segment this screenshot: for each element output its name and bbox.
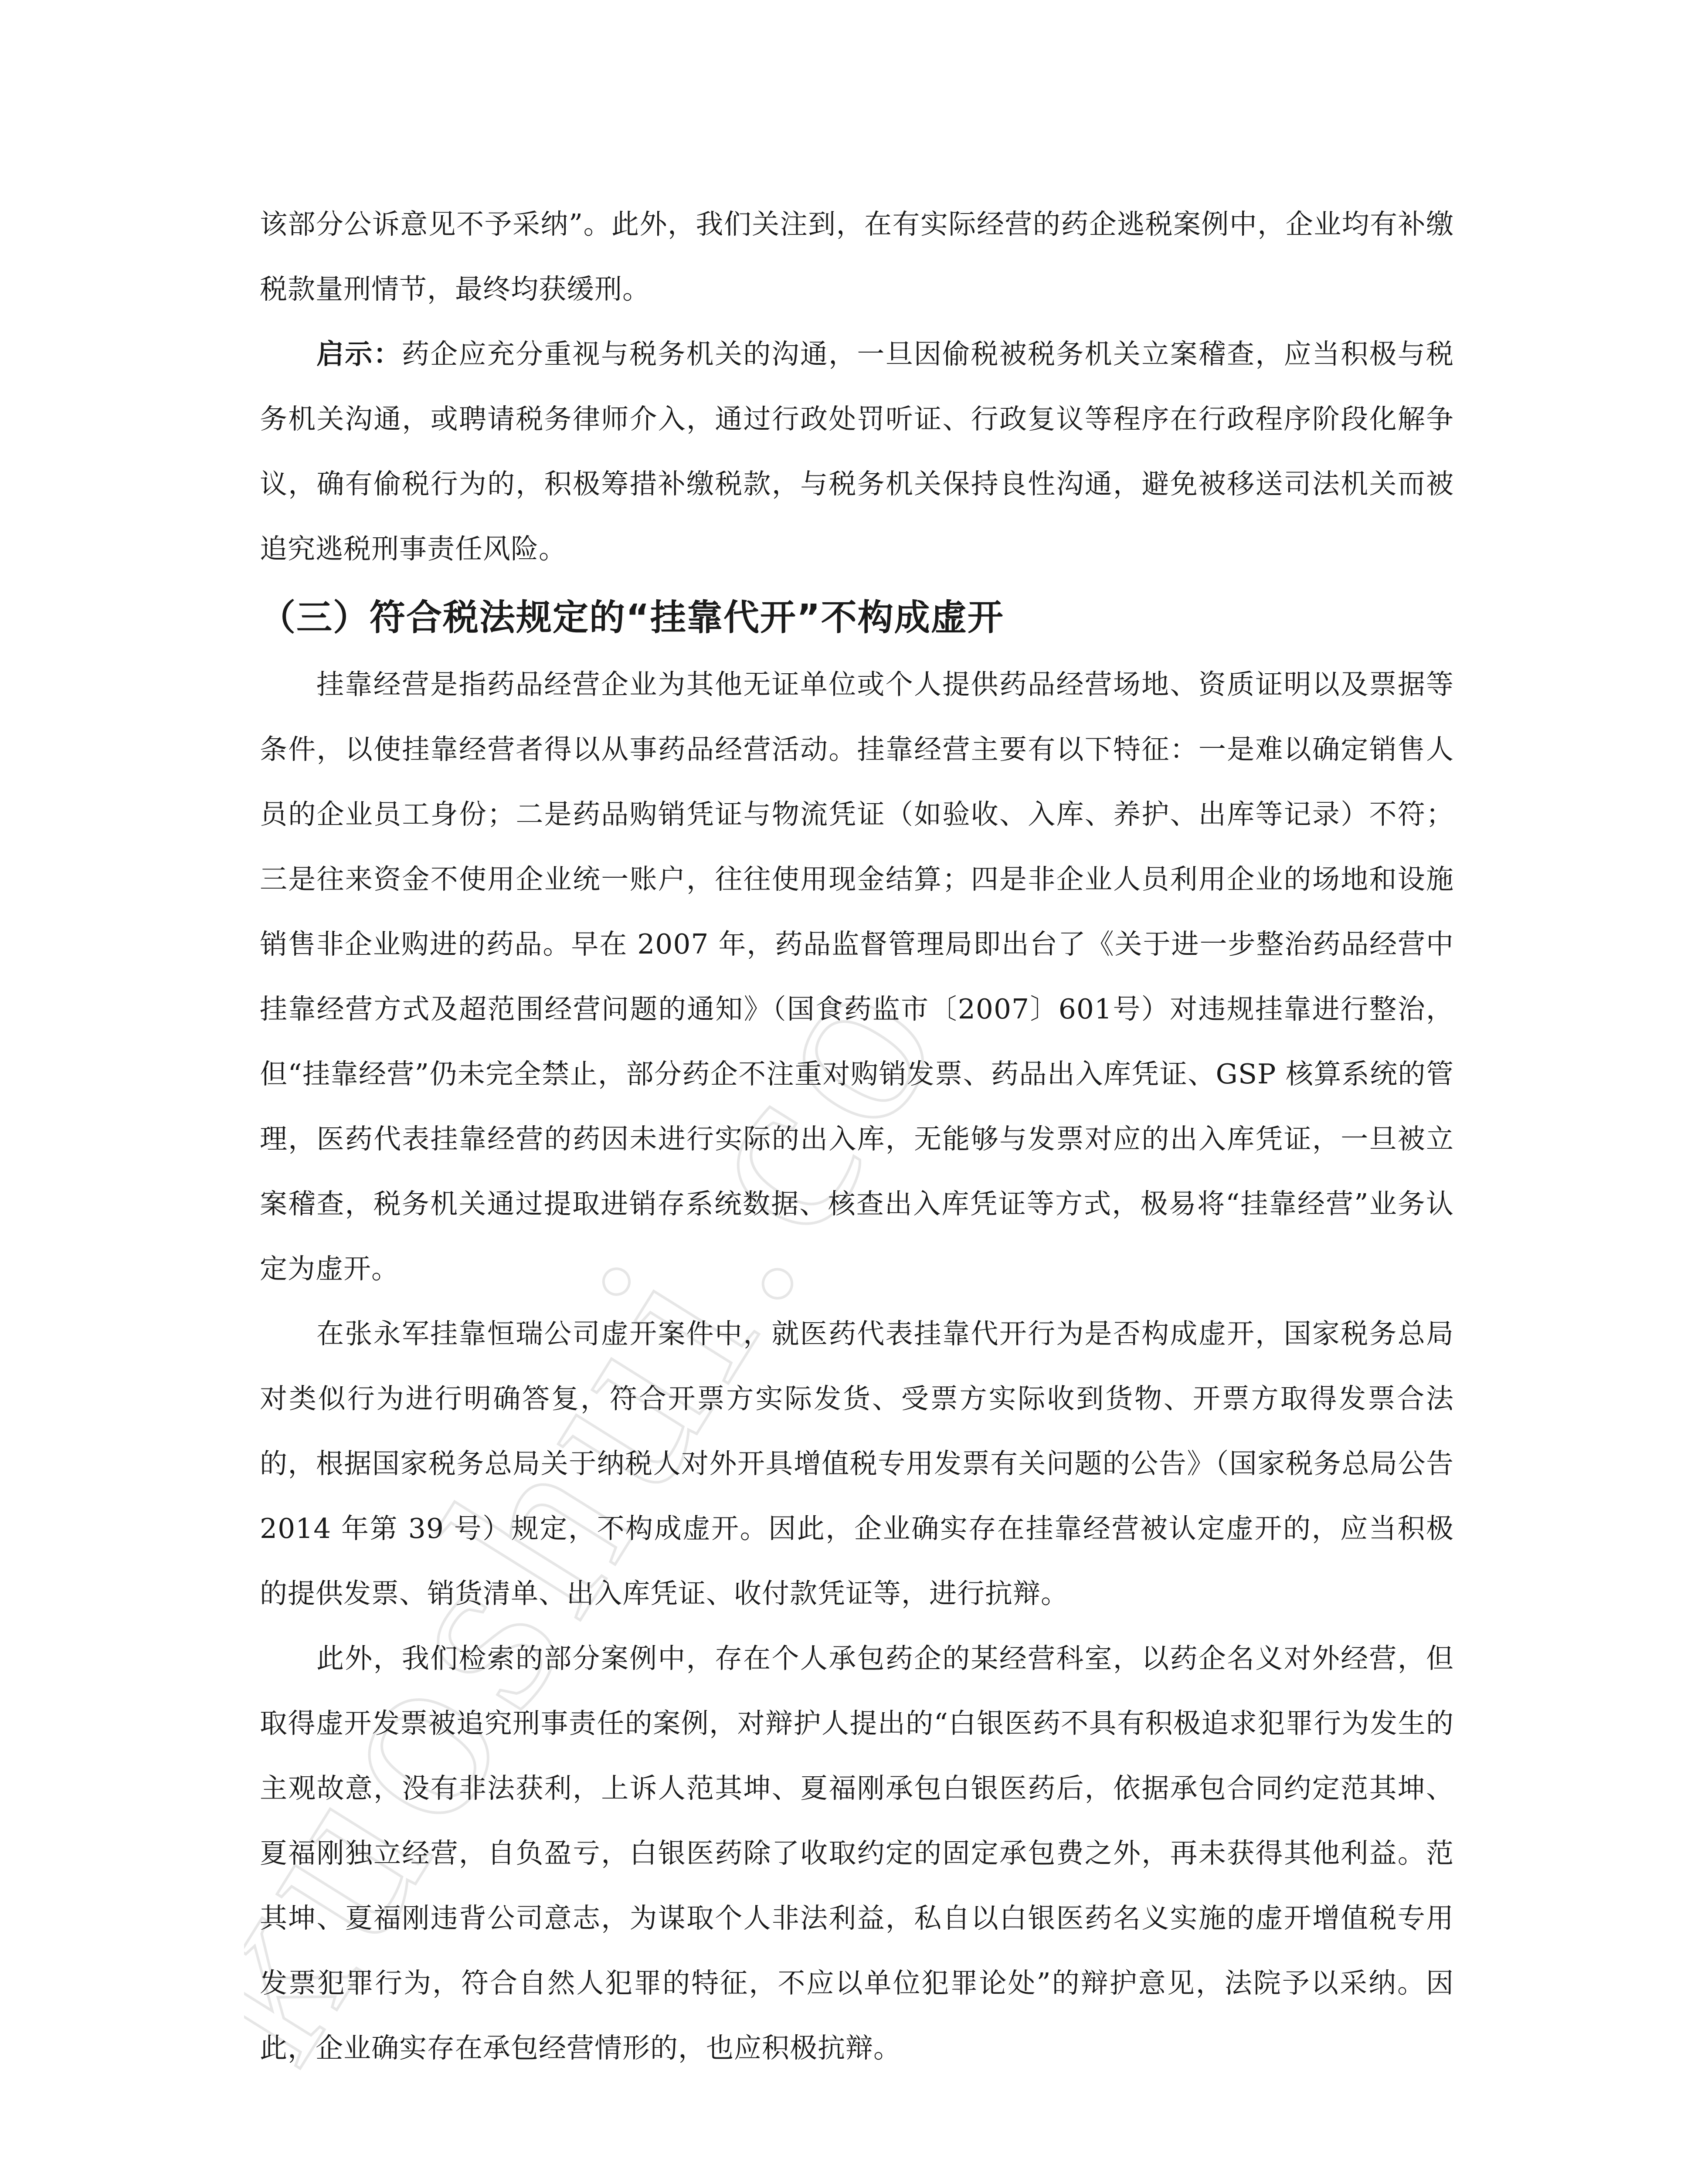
paragraph-insight	[260, 322, 1454, 581]
section-heading: （三）符合税法规定的“挂靠代开”不构成虚开	[260, 597, 1004, 638]
document-body	[260, 192, 1454, 2081]
paragraph-body-1: 挂靠经营是指药品经营企业为其他无证单位或个人提供药品经营场地、资质证明以及票据等条件，以使挂靠经营者得以从事药品经营活动。挂靠经营主要有以下特征：一是难以确定销售人员的企业员工身份；二是药品购销凭证与物流凭证（如验收、入库、养护、出库等记录）不符；三是往来资金不使用企业统一账户，往往使用现金结算；四是非企业人员利用企业的场地和设施销售非企业购进的药品。早在 2007 年，药品监督管理局即出台了《关于进一步整治药品经营中挂靠经营方式及超范围经营问题的通知》（国食药监市〔2007〕601号）对违规挂靠进行整治，但“挂靠经营”仍未完全禁止，部分药企不注重对购销发票、药品出入库凭证、GSP 核算系统的管理，医药代表挂靠经营的药因未进行实际的出入库，无能够与发票对应的出入库凭证，一旦被立案稽查，税务机关通过提取进销存系统数据、核查出入库凭证等方式，极易将“挂靠经营”业务认定为虚开。	[260, 669, 1454, 1285]
paragraph-text: 药企应充分重视与税务机关的沟通，一旦因偷税被税务机关立案稽查，应当积极与税务机关沟通，或聘请税务律师介入，通过行政处罚听证、行政复议等程序在行政程序阶段化解争议，确有偷税行为的，积极筹措补缴税款，与税务机关保持良性沟通，避免被移送司法机关而被追究逃税刑事责任风险。	[260, 338, 1454, 565]
paragraph-body-3: 此外，我们检索的部分案例中，存在个人承包药企的某经营科室，以药企名义对外经营，但取得虚开发票被追究刑事责任的案例，对辩护人提出的“白银医药不具有积极追求犯罪行为发生的主观故意，没有非法获利，上诉人范其坤、夏福刚承包白银医药后，依据承包合同约定范其坤、夏福刚独立经营，自负盈亏，白银医药除了收取约定的固定承包费之外，再未获得其他利益。范其坤、夏福刚违背公司意志，为谋取个人非法利益，私自以白银医药名义实施的虚开增值税专用发票犯罪行为，符合自然人犯罪的特征，不应以单位犯罪论处”的辩护意见，法院予以采纳。因此，企业确实存在承包经营情形的，也应积极抗辩。	[260, 1643, 1454, 2064]
paragraph-text: 该部分公诉意见不予采纳”。此外，我们关注到，在有实际经营的药企逃税案例中，企业均有补缴税款量刑情节，最终均获缓刑。	[260, 208, 1454, 305]
paragraph-continuation	[260, 192, 1454, 322]
paragraph-body-2: 在张永军挂靠恒瑞公司虚开案件中，就医药代表挂靠代开行为是否构成虚开，国家税务总局对类似行为进行明确答复，符合开票方实际发货、受票方实际收到货物、开票方取得发票合法的，根据国家税务总局关于纳税人对外开具增值税专用发票有关问题的公告》（国家税务总局公告 2014 年第 39 号）规定，不构成虚开。因此，企业确实存在挂靠经营被认定虚开的，应当积极的提供发票、销货清单、出入库凭证、收付款凭证等，进行抗辩。	[260, 1318, 1454, 1609]
watermark-text: kuoshui.co	[244, 909, 998, 2103]
paragraph-lead: 启示：	[316, 338, 402, 370]
